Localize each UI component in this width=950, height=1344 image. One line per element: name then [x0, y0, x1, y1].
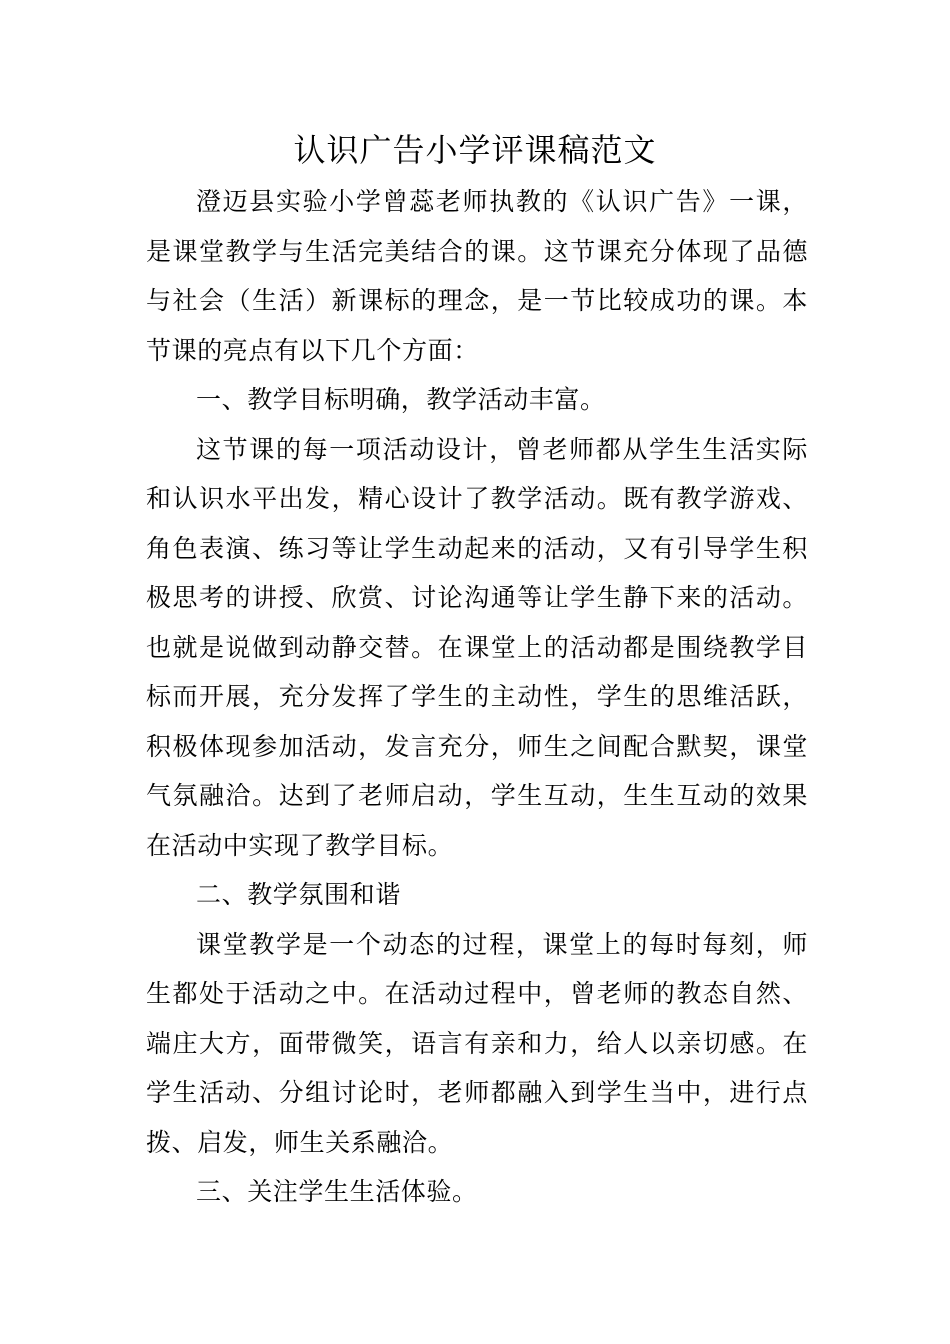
- document-body: [146, 177, 808, 1217]
- paragraph-intro: 澄迈县实验小学曾蕊老师执教的《认识广告》一课，是课堂教学与生活完美结合的课。这节课充分体现了品德与社会（生活）新课标的理念，是一节比较成功的课。本节课的亮点有以下几个方面：: [146, 187, 808, 365]
- paragraph-section-1: 这节课的每一项活动设计，曾老师都从学生生活实际和认识水平出发，精心设计了教学活动。既有教学游戏、角色表演、练习等让学生动起来的活动，又有引导学生积极思考的讲授、欣赏、讨论沟通等让学生静下来的活动。也就是说做到动静交替。在课堂上的活动都是围绕教学目标而开展，充分发挥了学生的主动性，学生的思维活跃，积极体现参加活动，发言充分，师生之间配合默契，课堂气氛融洽。达到了老师启动，学生互动，生生互动的效果在活动中实现了教学目标。: [146, 434, 808, 860]
- heading-section-3: 三、关注学生生活体验。: [196, 1177, 478, 1206]
- document-title: 认识广告小学评课稿范文: [293, 131, 657, 169]
- heading-section-2: 二、教学氛围和谐: [196, 880, 401, 909]
- heading-section-1: 一、教学目标明确，教学活动丰富。: [196, 385, 606, 414]
- paragraph-section-2: 课堂教学是一个动态的过程，课堂上的每时每刻，师生都处于活动之中。在活动过程中，曾老师的教态自然、端庄大方，面带微笑，语言有亲和力，给人以亲切感。在学生活动、分组讨论时，老师都融入到学生当中，进行点拨、启发，师生关系融洽。: [146, 929, 808, 1157]
